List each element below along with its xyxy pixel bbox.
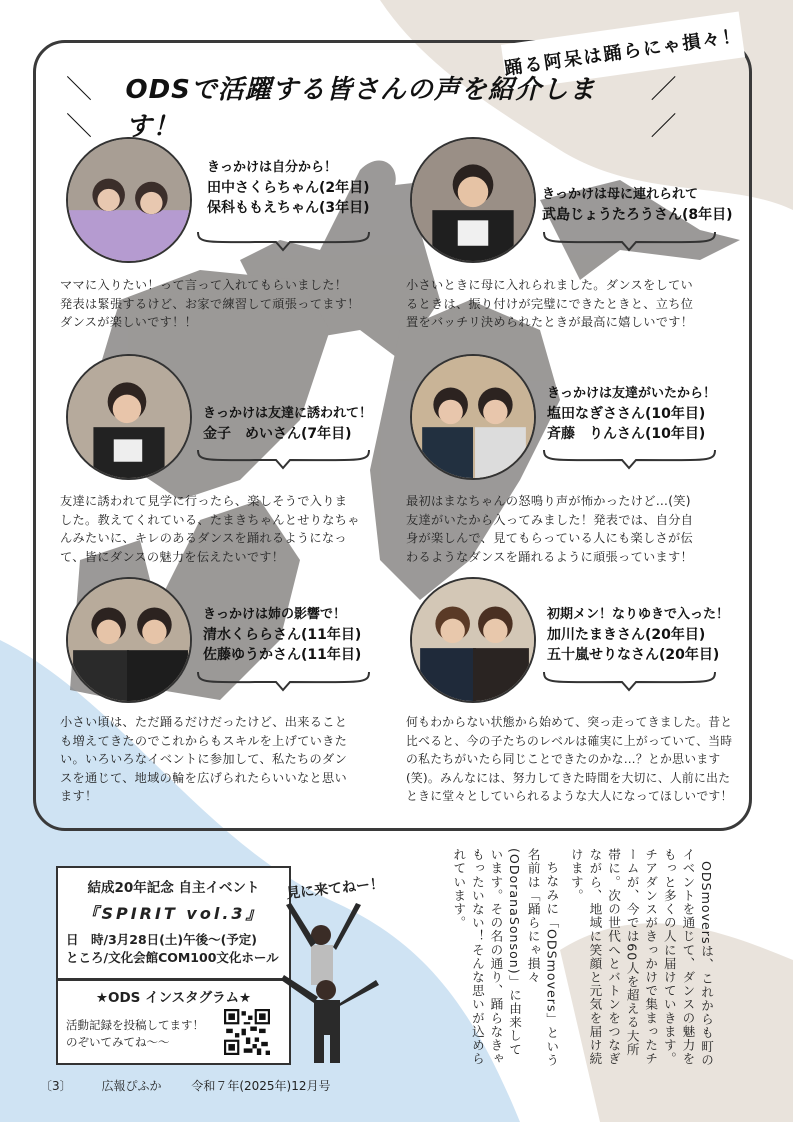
article-vertical-text [385, 848, 715, 1068]
comment-line: 小さいときに母に入れられました。ダンスをしてい [406, 278, 693, 292]
comment-line: した。教えてくれている、たまきちゃんとせりなちゃ [60, 512, 360, 527]
event-details [66, 931, 279, 967]
comment-line: も増えてきたのでこれからもスキルを上げていきた [60, 733, 348, 748]
trigger-text: 初期メン！なりゆきで入った！ [547, 607, 730, 622]
member-comment-3 [60, 492, 380, 566]
page-footer [40, 1077, 357, 1094]
member-name: 佐藤ゆうかさん(11年目) [203, 647, 362, 663]
comment-line: 置をバッチリ決められたときが最高に嬉しいです！ [406, 315, 694, 329]
comment-line: (笑)。みんなには、努力してきた時間を大切に、人前に出た [406, 770, 731, 785]
comment-line: 友達に誘われて見学に行ったら、楽しそうで入りま [60, 494, 348, 508]
member-comment-5 [60, 713, 380, 806]
member-name: 五十嵐せりなさん(20年目) [547, 647, 720, 663]
member-comment-2 [406, 276, 726, 332]
issue-date: 令和７年(2025年)12月号 [191, 1079, 331, 1093]
slash-decoration-left: ＼＼ [66, 75, 94, 142]
brace-decoration [196, 448, 371, 470]
comment-line: 小さい頃は、ただ踊るだけだったけど、出来ること [60, 715, 348, 729]
dancers-photo [276, 895, 386, 1065]
comment-line: わるようなダンスを踊れるように頑張っています！ [406, 549, 693, 564]
trigger-text: きっかけは自分から！ [207, 160, 338, 175]
member-name: 保科ももえちゃん(3年目) [207, 200, 370, 216]
comment-line: 何もわからない状態から始めて、突っ走ってきました。昔と [406, 715, 733, 729]
comment-line: 発表は緊張するけど、お家で練習して頑張ってます！ [60, 296, 360, 311]
member-name: 田中さくらちゃん(2年目) [207, 180, 370, 196]
member-name: 塩田なぎささん(10年目) [547, 406, 706, 422]
member-caption-3 [203, 404, 372, 444]
comment-line: 最初はまなちゃんの怒鳴り声が怖かったけど…(笑) [406, 494, 691, 508]
comment-line: の私たちがいたら同じことできたのかな…？とか思います [406, 752, 721, 766]
qr-code-icon[interactable] [224, 1009, 270, 1055]
event-place: ところ/文化会館COM100文化ホール [66, 950, 279, 965]
catchphrase: 踊る阿呆は踊らにゃ損々！ [501, 12, 745, 91]
event-date: 日 時/3月28日(土)午後～(予定) [66, 932, 258, 947]
comment-line: 身が楽しんで、見てもらっている人にも楽しさが伝 [406, 531, 693, 545]
comment-line: い。いろいろなイベントに参加して、私たちのダン [60, 752, 348, 766]
member-name: 斉藤 りんさん(10年目) [547, 426, 706, 442]
event-name: 『SPIRIT vol.3』 [82, 904, 265, 923]
comment-line: 友達がいたから入ってみました！発表では、自分自 [406, 512, 694, 527]
member-photo-2 [410, 137, 536, 263]
brace-decoration [542, 670, 717, 692]
member-photo-4 [410, 354, 536, 480]
member-name: 清水くららさん(11年目) [203, 627, 362, 643]
trigger-text: きっかけは友達がいたから！ [547, 386, 717, 401]
member-photo-3 [66, 354, 192, 480]
member-caption-5 [203, 605, 361, 665]
trigger-text: きっかけは姉の影響で！ [203, 607, 347, 622]
member-caption-4 [547, 384, 716, 444]
event-info-box [56, 866, 291, 980]
publication-name: 広報ぴふか [101, 1079, 162, 1093]
member-photo-5 [66, 577, 192, 703]
comment-line: ママに入りたい！って言って入れてもらいました！ [60, 278, 348, 292]
member-caption-6 [547, 605, 729, 665]
instagram-heading: ★ODS インスタグラム★ [95, 990, 252, 1006]
trigger-text: きっかけは母に連れられて [542, 187, 699, 202]
brace-decoration [542, 448, 717, 470]
event-heading: 結成20年記念 自主イベント [87, 880, 260, 896]
member-photo-6 [410, 577, 536, 703]
brace-decoration [196, 670, 371, 692]
slash-decoration-right: ／／ [650, 75, 678, 142]
article-paragraph-1: ODSmoversは、これからも町のイベントを通じて、ダンスの魅力をもっと多くの人に届けていきます。チアダンスがきっかけで集まったチームが、今では60人を超える大所帯に。次の世代へとバトンをつなぎながら、地域に笑顔と元気を届け続けます。 [568, 848, 714, 1067]
member-caption-2 [542, 185, 733, 225]
page-title-row [60, 75, 710, 142]
brace-decoration [196, 230, 371, 252]
instagram-line: のぞいてみてね～～ [66, 1035, 170, 1049]
page-number: 〔3〕 [40, 1079, 72, 1093]
comment-line: て、皆にダンスの魅力を伝えたいです！ [60, 549, 285, 564]
page-title: ODSで活躍する皆さんの声を紹介します！ [125, 75, 596, 142]
member-photo-1 [66, 137, 192, 263]
comment-line: 比べると、今の子たちのレベルは確実に上がっていて、当時 [406, 733, 733, 748]
instagram-text [66, 1017, 204, 1051]
member-caption-1 [207, 158, 370, 218]
comment-line: るときは、振り付けが完璧にできたときと、立ち位 [406, 296, 694, 311]
member-name: 加川たまきさん(20年目) [547, 627, 706, 643]
comment-line: んみたいに、キレのあるダンスを踊れるようになっ [60, 531, 347, 545]
member-comment-1 [60, 276, 380, 332]
trigger-text: きっかけは友達に誘われて！ [203, 406, 373, 421]
comment-line: スを通じて、地域の輪を広げられたらいいなと思い [60, 770, 347, 785]
member-name: 金子 めいさん(7年目) [203, 426, 352, 442]
instagram-box [56, 979, 291, 1065]
comment-line: ます！ [60, 789, 98, 803]
article-paragraph-2: ちなみに「ODSmovers」という名前は「踊らにゃ損々(ODoranaSonson)」に由来しています。その名の通り、踊らなきゃもったいない！そんな思いが込められています。 [451, 848, 560, 1067]
brace-decoration [542, 230, 717, 252]
member-comment-6 [406, 713, 736, 806]
comment-line: ときに堂々としていられるような大人になってほしいです！ [406, 789, 733, 803]
member-comment-4 [406, 492, 726, 566]
member-name: 武島じょうたろうさん(8年目) [542, 207, 733, 223]
callout-text: 見に来てねー！ [285, 875, 385, 903]
comment-line: ダンスが楽しいです！！ [60, 315, 198, 329]
instagram-line: 活動記録を投稿してます！ [66, 1018, 204, 1032]
